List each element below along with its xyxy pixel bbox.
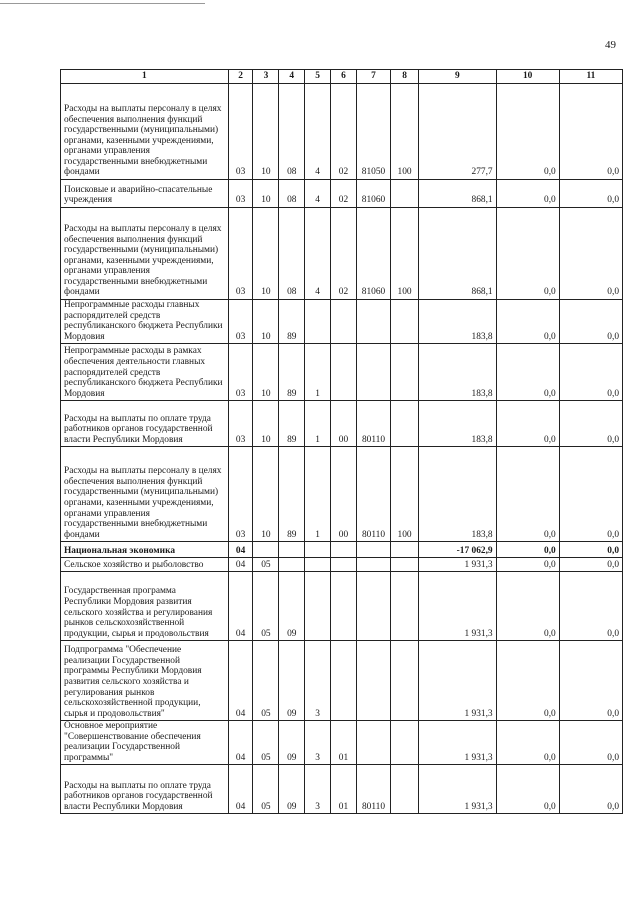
cell-c10: 0,0 xyxy=(496,542,559,558)
cell-c8 xyxy=(391,558,419,572)
cell-c5 xyxy=(305,558,331,572)
cell-c4: 08 xyxy=(279,180,305,208)
row-name-cell: Поисковые и аварийно-спасательные учреждения xyxy=(61,180,229,208)
cell-c10: 0,0 xyxy=(496,641,559,721)
table-row xyxy=(61,765,623,814)
cell-c4: 09 xyxy=(279,721,305,765)
col-header-9: 9 xyxy=(419,70,497,84)
cell-c8: 100 xyxy=(391,447,419,542)
cell-c3: 05 xyxy=(253,765,279,814)
cell-c2: 03 xyxy=(228,447,253,542)
cell-c4: 08 xyxy=(279,208,305,300)
row-name-cell: Подпрограмма "Обеспечение реализации Государственной программы Республики Мордовия развития сельского хозяйства и регулирования рынков сельскохозяйственной продукции, сырья и продовольствия" xyxy=(61,641,229,721)
cell-c9: 1 931,3 xyxy=(419,641,497,721)
cell-c5: 1 xyxy=(305,447,331,542)
cell-c8: 100 xyxy=(391,208,419,300)
cell-c6: 00 xyxy=(331,447,357,542)
cell-c3: 10 xyxy=(253,180,279,208)
cell-c4: 89 xyxy=(279,447,305,542)
cell-c2: 04 xyxy=(228,558,253,572)
cell-c2: 04 xyxy=(228,542,253,558)
table-row xyxy=(61,344,623,401)
cell-c7 xyxy=(356,344,390,401)
cell-c2: 03 xyxy=(228,84,253,180)
cell-c2: 03 xyxy=(228,401,253,447)
cell-c8 xyxy=(391,344,419,401)
cell-c4: 89 xyxy=(279,344,305,401)
cell-c3: 10 xyxy=(253,344,279,401)
cell-c2: 04 xyxy=(228,572,253,641)
cell-c2: 04 xyxy=(228,765,253,814)
table-row xyxy=(61,721,623,765)
cell-c4 xyxy=(279,558,305,572)
cell-c4: 09 xyxy=(279,572,305,641)
cell-c5 xyxy=(305,572,331,641)
table-row xyxy=(61,208,623,300)
cell-c9: 277,7 xyxy=(419,84,497,180)
col-header-8: 8 xyxy=(391,70,419,84)
cell-c7 xyxy=(356,542,390,558)
cell-c9: 183,8 xyxy=(419,344,497,401)
cell-c6 xyxy=(331,344,357,401)
cell-c8 xyxy=(391,542,419,558)
cell-c6: 01 xyxy=(331,721,357,765)
table-row xyxy=(61,180,623,208)
cell-c5: 4 xyxy=(305,180,331,208)
row-name-cell: Расходы на выплаты по оплате труда работников органов государственной власти Республики Мордовия xyxy=(61,401,229,447)
cell-c3: 05 xyxy=(253,641,279,721)
cell-c3: 10 xyxy=(253,208,279,300)
cell-c2: 04 xyxy=(228,641,253,721)
cell-c9: 183,8 xyxy=(419,447,497,542)
col-header-1: 1 xyxy=(61,70,229,84)
table-row xyxy=(61,572,623,641)
cell-c10: 0,0 xyxy=(496,401,559,447)
table-row xyxy=(61,641,623,721)
cell-c9: 868,1 xyxy=(419,180,497,208)
col-header-6: 6 xyxy=(331,70,357,84)
cell-c2: 03 xyxy=(228,180,253,208)
cell-c5: 4 xyxy=(305,208,331,300)
cell-c10: 0,0 xyxy=(496,558,559,572)
cell-c9: 1 931,3 xyxy=(419,572,497,641)
cell-c4: 89 xyxy=(279,300,305,344)
row-name-cell: Непрограммные расходы в рамках обеспечения деятельности главных распорядителей средств республиканского бюджета Республики Мордовия xyxy=(61,344,229,401)
cell-c8 xyxy=(391,641,419,721)
cell-c10: 0,0 xyxy=(496,447,559,542)
cell-c5: 4 xyxy=(305,84,331,180)
cell-c7: 80110 xyxy=(356,765,390,814)
row-name-cell: Национальная экономика xyxy=(61,542,229,558)
cell-c11: 0,0 xyxy=(559,208,622,300)
cell-c10: 0,0 xyxy=(496,84,559,180)
cell-c5 xyxy=(305,300,331,344)
cell-c7: 80110 xyxy=(356,401,390,447)
cell-c2: 04 xyxy=(228,721,253,765)
cell-c3: 10 xyxy=(253,300,279,344)
cell-c7 xyxy=(356,572,390,641)
cell-c9: 1 931,3 xyxy=(419,558,497,572)
budget-table xyxy=(60,69,623,814)
cell-c9: -17 062,9 xyxy=(419,542,497,558)
cell-c8 xyxy=(391,300,419,344)
cell-c8 xyxy=(391,401,419,447)
cell-c7: 81060 xyxy=(356,208,390,300)
cell-c7: 81050 xyxy=(356,84,390,180)
cell-c7 xyxy=(356,641,390,721)
row-name-cell: Непрограммные расходы главных распорядителей средств республиканского бюджета Республики Мордовия xyxy=(61,300,229,344)
cell-c10: 0,0 xyxy=(496,344,559,401)
cell-c9: 1 931,3 xyxy=(419,765,497,814)
cell-c6: 00 xyxy=(331,401,357,447)
top-edge-mark xyxy=(0,0,205,4)
cell-c3: 10 xyxy=(253,401,279,447)
cell-c8 xyxy=(391,721,419,765)
row-name-cell: Государственная программа Республики Мордовия развития сельского хозяйства и регулирования рынков сельскохозяйственной продукции, сырья и продовольствия xyxy=(61,572,229,641)
cell-c8: 100 xyxy=(391,84,419,180)
cell-c2: 03 xyxy=(228,208,253,300)
cell-c3 xyxy=(253,542,279,558)
cell-c10: 0,0 xyxy=(496,180,559,208)
table-row xyxy=(61,447,623,542)
cell-c6 xyxy=(331,641,357,721)
cell-c6 xyxy=(331,558,357,572)
cell-c9: 183,8 xyxy=(419,300,497,344)
table-row xyxy=(61,401,623,447)
cell-c7: 81060 xyxy=(356,180,390,208)
cell-c11: 0,0 xyxy=(559,344,622,401)
cell-c4: 89 xyxy=(279,401,305,447)
cell-c7: 80110 xyxy=(356,447,390,542)
cell-c10: 0,0 xyxy=(496,765,559,814)
col-header-5: 5 xyxy=(305,70,331,84)
row-name-cell: Расходы на выплаты по оплате труда работников органов государственной власти Республики Мордовия xyxy=(61,765,229,814)
col-header-7: 7 xyxy=(356,70,390,84)
col-header-2: 2 xyxy=(228,70,253,84)
cell-c2: 03 xyxy=(228,300,253,344)
cell-c11: 0,0 xyxy=(559,401,622,447)
cell-c4 xyxy=(279,542,305,558)
cell-c8 xyxy=(391,180,419,208)
cell-c5: 3 xyxy=(305,641,331,721)
cell-c11: 0,0 xyxy=(559,641,622,721)
cell-c5: 3 xyxy=(305,721,331,765)
table-row xyxy=(61,542,623,558)
table-row xyxy=(61,84,623,180)
cell-c3: 10 xyxy=(253,84,279,180)
cell-c11: 0,0 xyxy=(559,558,622,572)
cell-c10: 0,0 xyxy=(496,721,559,765)
table-row xyxy=(61,300,623,344)
cell-c7 xyxy=(356,300,390,344)
col-header-3: 3 xyxy=(253,70,279,84)
cell-c6 xyxy=(331,572,357,641)
row-name-cell: Основное мероприятие "Совершенствование обеспечения реализации Государственной программы" xyxy=(61,721,229,765)
cell-c11: 0,0 xyxy=(559,542,622,558)
cell-c3: 05 xyxy=(253,558,279,572)
cell-c7 xyxy=(356,721,390,765)
cell-c7 xyxy=(356,558,390,572)
cell-c6: 02 xyxy=(331,84,357,180)
cell-c3: 10 xyxy=(253,447,279,542)
cell-c4: 09 xyxy=(279,765,305,814)
cell-c11: 0,0 xyxy=(559,721,622,765)
cell-c4: 08 xyxy=(279,84,305,180)
cell-c5: 3 xyxy=(305,765,331,814)
cell-c6 xyxy=(331,542,357,558)
cell-c6 xyxy=(331,300,357,344)
cell-c10: 0,0 xyxy=(496,208,559,300)
col-header-4: 4 xyxy=(279,70,305,84)
cell-c11: 0,0 xyxy=(559,447,622,542)
cell-c3: 05 xyxy=(253,721,279,765)
cell-c5: 1 xyxy=(305,344,331,401)
row-name-cell: Расходы на выплаты персоналу в целях обеспечения выполнения функций государственными (муниципальными) органами, казенными учреждениями, органами управления государственными внебюджетными фондами xyxy=(61,84,229,180)
table-body xyxy=(61,84,623,814)
cell-c9: 868,1 xyxy=(419,208,497,300)
cell-c11: 0,0 xyxy=(559,300,622,344)
table-row xyxy=(61,558,623,572)
cell-c9: 1 931,3 xyxy=(419,721,497,765)
cell-c11: 0,0 xyxy=(559,765,622,814)
cell-c6: 02 xyxy=(331,180,357,208)
row-name-cell: Расходы на выплаты персоналу в целях обеспечения выполнения функций государственными (муниципальными) органами, казенными учреждениями, органами управления государственными внебюджетными фондами xyxy=(61,208,229,300)
cell-c5: 1 xyxy=(305,401,331,447)
cell-c4: 09 xyxy=(279,641,305,721)
col-header-11: 11 xyxy=(559,70,622,84)
cell-c5 xyxy=(305,542,331,558)
cell-c8 xyxy=(391,572,419,641)
cell-c11: 0,0 xyxy=(559,180,622,208)
row-name-cell: Расходы на выплаты персоналу в целях обеспечения выполнения функций государственными (муниципальными) органами, казенными учреждениями, органами управления государственными внебюджетными фондами xyxy=(61,447,229,542)
cell-c6: 01 xyxy=(331,765,357,814)
cell-c3: 05 xyxy=(253,572,279,641)
cell-c11: 0,0 xyxy=(559,572,622,641)
col-header-10: 10 xyxy=(496,70,559,84)
cell-c2: 03 xyxy=(228,344,253,401)
cell-c6: 02 xyxy=(331,208,357,300)
cell-c9: 183,8 xyxy=(419,401,497,447)
cell-c10: 0,0 xyxy=(496,300,559,344)
cell-c8 xyxy=(391,765,419,814)
cell-c11: 0,0 xyxy=(559,84,622,180)
row-name-cell: Сельское хозяйство и рыболовство xyxy=(61,558,229,572)
header-row xyxy=(61,70,623,84)
cell-c10: 0,0 xyxy=(496,572,559,641)
page-number: 49 xyxy=(605,39,616,51)
